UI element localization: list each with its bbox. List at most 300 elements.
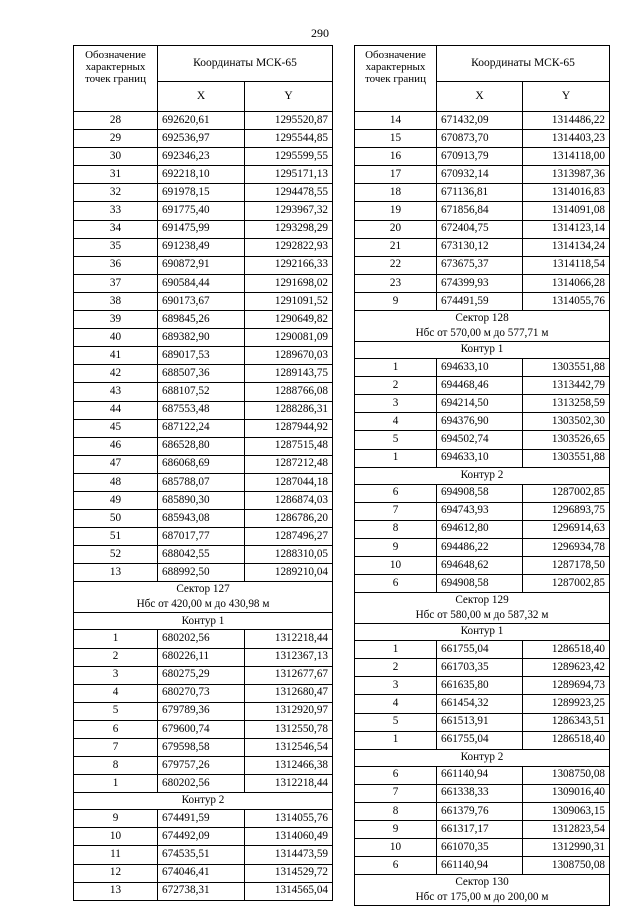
table-row	[355, 784, 610, 802]
point-number: 13	[74, 564, 158, 582]
coordinate-x: 661635,80	[437, 677, 523, 695]
coordinate-x: 691238,49	[158, 238, 245, 256]
table-row	[74, 238, 333, 256]
page-number: 290	[311, 26, 329, 40]
coordinate-y: 1287178,50	[523, 556, 610, 574]
coordinate-x: 680270,73	[158, 684, 245, 702]
sector-row	[355, 875, 610, 906]
coordinate-x: 685943,08	[158, 510, 245, 528]
table-row	[74, 757, 333, 775]
table-row	[355, 821, 610, 839]
table-row	[74, 666, 333, 684]
coordinate-y: 1312218,44	[245, 630, 333, 648]
coordinate-y: 1296893,75	[523, 502, 610, 520]
header-x: X	[437, 81, 523, 111]
point-number: 38	[74, 292, 158, 310]
coordinate-x: 694908,58	[437, 484, 523, 502]
coordinate-x: 687122,24	[158, 419, 245, 437]
table-row	[74, 347, 333, 365]
point-number: 3	[74, 666, 158, 684]
coordinates-table-left	[73, 45, 333, 901]
point-number: 6	[355, 484, 437, 502]
coordinate-y: 1312677,67	[245, 666, 333, 684]
coordinate-y: 1289670,03	[245, 347, 333, 365]
coordinate-x: 670913,79	[437, 148, 523, 166]
coordinate-y: 1313442,79	[523, 377, 610, 395]
point-number: 13	[74, 882, 158, 900]
point-number: 6	[355, 766, 437, 784]
table-row	[74, 184, 333, 202]
table-row	[74, 112, 333, 130]
point-number: 1	[355, 449, 437, 467]
coordinate-x: 674491,59	[158, 810, 245, 828]
contour-row	[74, 793, 333, 810]
sector-title: Сектор 128	[455, 312, 509, 325]
coordinate-y: 1295520,87	[245, 112, 333, 130]
point-number: 1	[355, 641, 437, 659]
coordinate-x: 661140,94	[437, 766, 523, 784]
table-row	[355, 359, 610, 377]
contour-label: Контур 2	[355, 467, 610, 484]
coordinate-y: 1296934,78	[523, 538, 610, 556]
contour-row	[355, 342, 610, 359]
table-row	[74, 720, 333, 738]
point-number: 45	[74, 419, 158, 437]
point-number: 1	[355, 359, 437, 377]
contour-row	[355, 467, 610, 484]
coordinate-x: 661140,94	[437, 857, 523, 875]
coordinate-x: 661755,04	[437, 641, 523, 659]
point-number: 9	[355, 292, 437, 310]
coordinate-x: 674491,59	[437, 292, 523, 310]
point-number: 14	[355, 112, 437, 130]
coordinate-x: 674535,51	[158, 846, 245, 864]
coordinate-x: 690173,67	[158, 292, 245, 310]
coordinate-y: 1286786,20	[245, 510, 333, 528]
coordinate-y: 1296914,63	[523, 520, 610, 538]
coordinate-x: 685788,07	[158, 473, 245, 491]
coordinate-y: 1314486,22	[523, 112, 610, 130]
point-number: 22	[355, 256, 437, 274]
point-number: 6	[74, 720, 158, 738]
coordinate-y: 1314118,00	[523, 148, 610, 166]
table-body-left	[74, 112, 333, 901]
table-row	[355, 839, 610, 857]
coordinate-y: 1314055,76	[523, 292, 610, 310]
coordinate-x: 661454,32	[437, 695, 523, 713]
coordinate-x: 694648,62	[437, 556, 523, 574]
coordinate-y: 1313258,59	[523, 395, 610, 413]
coordinate-x: 661070,35	[437, 839, 523, 857]
coordinate-y: 1314091,08	[523, 202, 610, 220]
coordinate-x: 694633,10	[437, 359, 523, 377]
point-number: 47	[74, 455, 158, 473]
coordinate-x: 694612,80	[437, 520, 523, 538]
coordinate-x: 680226,11	[158, 648, 245, 666]
coordinate-y: 1287496,27	[245, 528, 333, 546]
point-number: 50	[74, 510, 158, 528]
coordinate-x: 692218,10	[158, 166, 245, 184]
coordinate-x: 694502,74	[437, 431, 523, 449]
table-row	[355, 395, 610, 413]
coordinate-x: 674399,93	[437, 274, 523, 292]
point-number: 9	[355, 538, 437, 556]
table-row	[74, 365, 333, 383]
contour-label: Контур 1	[355, 342, 610, 359]
header-y: Y	[523, 81, 610, 111]
point-number: 8	[355, 520, 437, 538]
sector-cell	[355, 875, 610, 906]
point-number: 4	[355, 413, 437, 431]
point-number: 10	[355, 556, 437, 574]
point-number: 39	[74, 311, 158, 329]
point-number: 3	[355, 677, 437, 695]
table-row	[355, 502, 610, 520]
coordinate-x: 670873,70	[437, 130, 523, 148]
point-number: 4	[74, 684, 158, 702]
point-number: 21	[355, 238, 437, 256]
table-row	[355, 112, 610, 130]
header-y: Y	[245, 81, 333, 111]
coordinate-x: 661513,91	[437, 713, 523, 731]
point-number: 28	[74, 112, 158, 130]
point-number: 9	[74, 810, 158, 828]
coordinate-y: 1293298,29	[245, 220, 333, 238]
table-row	[355, 802, 610, 820]
table-row	[355, 130, 610, 148]
sector-row	[74, 582, 333, 613]
coordinate-x: 688992,50	[158, 564, 245, 582]
table-row	[355, 713, 610, 731]
point-number: 7	[355, 784, 437, 802]
table-row	[355, 413, 610, 431]
coordinate-y: 1292822,93	[245, 238, 333, 256]
table-row	[74, 473, 333, 491]
coordinate-y: 1292166,33	[245, 256, 333, 274]
coordinate-y: 1312466,38	[245, 757, 333, 775]
point-number: 1	[74, 630, 158, 648]
point-number: 6	[355, 857, 437, 875]
table-row	[74, 846, 333, 864]
table-row	[355, 274, 610, 292]
header-designation: Обозначение характерных точек границ	[74, 46, 158, 112]
table-row	[355, 659, 610, 677]
point-number: 2	[355, 659, 437, 677]
coordinate-y: 1286518,40	[523, 641, 610, 659]
point-number: 29	[74, 130, 158, 148]
coordinate-x: 672738,31	[158, 882, 245, 900]
sector-title: Сектор 130	[455, 876, 509, 889]
point-number: 16	[355, 148, 437, 166]
point-number: 41	[74, 347, 158, 365]
coordinate-y: 1314066,28	[523, 274, 610, 292]
coordinate-y: 1314403,23	[523, 130, 610, 148]
table-row	[74, 166, 333, 184]
table-row	[74, 455, 333, 473]
coordinate-x: 690584,44	[158, 274, 245, 292]
coordinate-y: 1312218,44	[245, 775, 333, 793]
point-number: 17	[355, 166, 437, 184]
table-row	[355, 677, 610, 695]
coordinate-x: 673130,12	[437, 238, 523, 256]
table-row	[355, 166, 610, 184]
point-number: 9	[355, 821, 437, 839]
coordinate-x: 661379,76	[437, 802, 523, 820]
point-number: 35	[74, 238, 158, 256]
point-number: 34	[74, 220, 158, 238]
table-row	[355, 641, 610, 659]
coordinate-y: 1309016,40	[523, 784, 610, 802]
coordinate-y: 1312823,54	[523, 821, 610, 839]
coordinate-x: 692346,23	[158, 148, 245, 166]
point-number: 2	[355, 377, 437, 395]
table-row	[74, 630, 333, 648]
table-row	[355, 377, 610, 395]
point-number: 18	[355, 184, 437, 202]
table-row	[74, 437, 333, 455]
coordinate-y: 1289694,73	[523, 677, 610, 695]
coordinate-y: 1289143,75	[245, 365, 333, 383]
coordinate-y: 1295599,55	[245, 148, 333, 166]
coordinate-x: 688107,52	[158, 383, 245, 401]
contour-label: Контур 2	[74, 793, 333, 810]
point-number: 10	[355, 839, 437, 857]
point-number: 48	[74, 473, 158, 491]
point-number: 5	[355, 431, 437, 449]
header-designation: Обозначение характерных точек границ	[355, 46, 437, 112]
coordinate-y: 1286343,51	[523, 713, 610, 731]
point-number: 36	[74, 256, 158, 274]
coordinate-x: 694376,90	[437, 413, 523, 431]
coordinate-x: 687017,77	[158, 528, 245, 546]
table-row	[74, 329, 333, 347]
coordinate-y: 1314016,83	[523, 184, 610, 202]
coordinate-x: 689017,53	[158, 347, 245, 365]
point-number: 3	[355, 395, 437, 413]
table-row	[74, 739, 333, 757]
point-number: 40	[74, 329, 158, 347]
coordinate-x: 671136,81	[437, 184, 523, 202]
table-row	[355, 766, 610, 784]
table-row	[355, 202, 610, 220]
table-row	[74, 546, 333, 564]
coordinate-x: 679598,58	[158, 739, 245, 757]
coordinate-y: 1293967,32	[245, 202, 333, 220]
table-row	[355, 556, 610, 574]
coordinate-x: 691475,99	[158, 220, 245, 238]
coordinate-y: 1312680,47	[245, 684, 333, 702]
point-number: 8	[355, 802, 437, 820]
table-row	[74, 383, 333, 401]
coordinate-x: 671432,09	[437, 112, 523, 130]
coordinate-y: 1314055,76	[245, 810, 333, 828]
coordinate-y: 1313987,36	[523, 166, 610, 184]
table-row	[74, 702, 333, 720]
coordinate-x: 694486,22	[437, 538, 523, 556]
table-row	[355, 538, 610, 556]
table-row	[74, 684, 333, 702]
sector-height-range: Нбс от 580,00 м до 587,32 м	[415, 609, 549, 622]
coordinate-y: 1314060,49	[245, 828, 333, 846]
coordinate-x: 686528,80	[158, 437, 245, 455]
coordinate-x: 688042,55	[158, 546, 245, 564]
table-row	[74, 419, 333, 437]
coordinate-x: 661317,17	[437, 821, 523, 839]
coordinate-x: 673675,37	[437, 256, 523, 274]
coordinate-x: 691978,15	[158, 184, 245, 202]
coordinate-y: 1314134,24	[523, 238, 610, 256]
coordinate-x: 687553,48	[158, 401, 245, 419]
coordinate-y: 1290649,82	[245, 311, 333, 329]
coordinate-x: 694633,10	[437, 449, 523, 467]
coordinate-y: 1295171,13	[245, 166, 333, 184]
header-x: X	[158, 81, 245, 111]
sector-height-range: Нбс от 570,00 м до 577,71 м	[415, 327, 549, 340]
coordinate-y: 1288766,08	[245, 383, 333, 401]
table-row	[355, 484, 610, 502]
table-row	[74, 564, 333, 582]
sector-title: Сектор 127	[176, 583, 230, 596]
table-row	[74, 510, 333, 528]
table-row	[74, 292, 333, 310]
table-row	[74, 882, 333, 900]
table-row	[74, 528, 333, 546]
coordinate-y: 1308750,08	[523, 857, 610, 875]
table-row	[355, 238, 610, 256]
point-number: 2	[74, 648, 158, 666]
table-body-right	[355, 112, 610, 906]
point-number: 4	[355, 695, 437, 713]
coordinate-y: 1303526,65	[523, 431, 610, 449]
coordinate-x: 692536,97	[158, 130, 245, 148]
coordinate-y: 1288286,31	[245, 401, 333, 419]
point-number: 49	[74, 491, 158, 509]
coordinate-y: 1286518,40	[523, 731, 610, 749]
coordinate-y: 1287002,85	[523, 575, 610, 593]
coordinate-y: 1289923,25	[523, 695, 610, 713]
coordinate-x: 689845,26	[158, 311, 245, 329]
point-number: 19	[355, 202, 437, 220]
point-number: 43	[74, 383, 158, 401]
table-row	[355, 857, 610, 875]
point-number: 8	[74, 757, 158, 775]
coordinate-x: 670932,14	[437, 166, 523, 184]
coordinate-y: 1314473,59	[245, 846, 333, 864]
table-row	[355, 431, 610, 449]
contour-row	[355, 749, 610, 766]
coordinate-y: 1289623,42	[523, 659, 610, 677]
coordinate-y: 1314529,72	[245, 864, 333, 882]
coordinate-y: 1294478,55	[245, 184, 333, 202]
table-row	[355, 449, 610, 467]
point-number: 7	[74, 739, 158, 757]
table-row	[355, 731, 610, 749]
coordinate-y: 1287002,85	[523, 484, 610, 502]
table-row	[355, 695, 610, 713]
coordinate-x: 688507,36	[158, 365, 245, 383]
point-number: 6	[355, 575, 437, 593]
point-number: 37	[74, 274, 158, 292]
coordinate-y: 1289210,04	[245, 564, 333, 582]
point-number: 23	[355, 274, 437, 292]
coordinate-y: 1287515,48	[245, 437, 333, 455]
table-row	[74, 401, 333, 419]
point-number: 15	[355, 130, 437, 148]
coordinate-y: 1312920,97	[245, 702, 333, 720]
coordinate-x: 661703,35	[437, 659, 523, 677]
point-number: 7	[355, 502, 437, 520]
sector-row	[355, 311, 610, 342]
table-row	[74, 775, 333, 793]
table-row	[74, 148, 333, 166]
point-number: 10	[74, 828, 158, 846]
coordinate-x: 694743,93	[437, 502, 523, 520]
coordinate-x: 690872,91	[158, 256, 245, 274]
point-number: 51	[74, 528, 158, 546]
coordinate-y: 1295544,85	[245, 130, 333, 148]
coordinate-y: 1314565,04	[245, 882, 333, 900]
coordinate-y: 1314123,14	[523, 220, 610, 238]
coordinate-y: 1303551,88	[523, 449, 610, 467]
point-number: 5	[74, 702, 158, 720]
coordinate-x: 679757,26	[158, 757, 245, 775]
coordinate-x: 680202,56	[158, 630, 245, 648]
coordinate-y: 1286874,03	[245, 491, 333, 509]
table-row	[355, 292, 610, 310]
point-number: 30	[74, 148, 158, 166]
coordinate-x: 671856,84	[437, 202, 523, 220]
coordinate-y: 1309063,15	[523, 802, 610, 820]
point-number: 32	[74, 184, 158, 202]
coordinate-y: 1291698,02	[245, 274, 333, 292]
contour-label: Контур 1	[355, 624, 610, 641]
header-coordinates: Координаты МСК-65	[158, 46, 333, 82]
coordinate-y: 1314118,54	[523, 256, 610, 274]
coordinate-y: 1287044,18	[245, 473, 333, 491]
contour-label: Контур 2	[355, 749, 610, 766]
table-row	[355, 184, 610, 202]
coordinate-y: 1303551,88	[523, 359, 610, 377]
contour-label: Контур 1	[74, 613, 333, 630]
coordinate-x: 694214,50	[437, 395, 523, 413]
table-row	[355, 220, 610, 238]
table-row	[74, 202, 333, 220]
coordinate-y: 1312990,31	[523, 839, 610, 857]
coordinate-y: 1287944,92	[245, 419, 333, 437]
point-number: 20	[355, 220, 437, 238]
coordinate-x: 679600,74	[158, 720, 245, 738]
coordinate-x: 674046,41	[158, 864, 245, 882]
table-row	[74, 810, 333, 828]
coordinate-x: 692620,61	[158, 112, 245, 130]
point-number: 31	[74, 166, 158, 184]
coordinate-y: 1287212,48	[245, 455, 333, 473]
table-row	[74, 220, 333, 238]
sector-height-range: Нбс от 175,00 м до 200,00 м	[415, 891, 549, 904]
table-row	[74, 130, 333, 148]
contour-row	[355, 624, 610, 641]
table-row	[355, 520, 610, 538]
coordinate-y: 1303502,30	[523, 413, 610, 431]
sector-cell	[74, 582, 333, 613]
coordinate-y: 1288310,05	[245, 546, 333, 564]
contour-row	[74, 613, 333, 630]
point-number: 12	[74, 864, 158, 882]
coordinate-x: 691775,40	[158, 202, 245, 220]
coordinate-x: 685890,30	[158, 491, 245, 509]
table-row	[355, 256, 610, 274]
sector-cell	[355, 593, 610, 624]
